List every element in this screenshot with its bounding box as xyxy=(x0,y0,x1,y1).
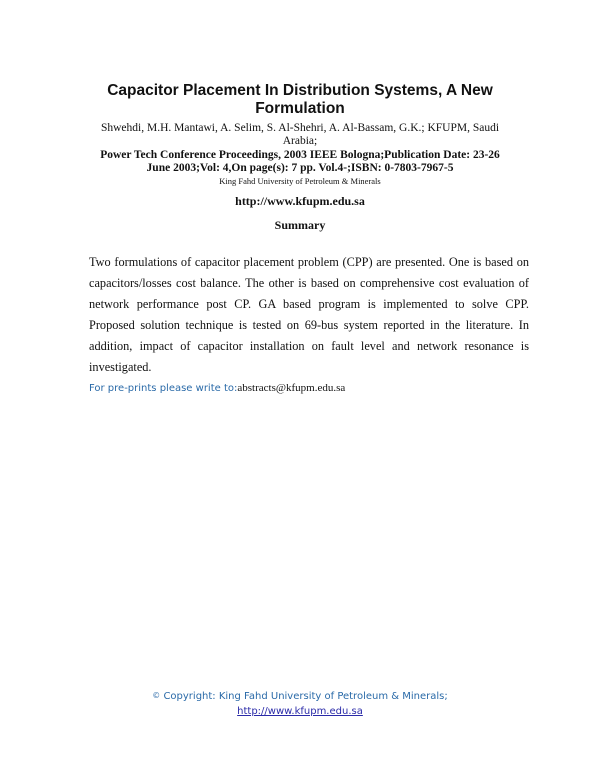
publication-info: Power Tech Conference Proceedings, 2003 IEEE Bologna;Publication Date: 23-26 June 2003;Vol: 4,On page(s): 7 pp. Vol.4-;ISBN: 0-7803-7967-5 xyxy=(100,149,500,174)
university-url: http://www.kfupm.edu.sa xyxy=(235,194,365,208)
preprint-email[interactable]: abstracts@kfupm.edu.sa xyxy=(237,382,346,394)
paper-authors: Shwehdi, M.H. Mantawi, A. Selim, S. Al-Shehri, A. Al-Bassam, G.K.; KFUPM, Saudi Arabia; xyxy=(100,122,500,147)
footer-copyright-text: Copyright: King Fahd University of Petroleum & Minerals; xyxy=(163,691,448,702)
preprint-request xyxy=(89,381,529,396)
university-name: King Fahd University of Petroleum & Minerals xyxy=(219,176,381,186)
abstract-text: Two formulations of capacitor placement problem (CPP) are presented. One is based on capacitors/losses cost balance. The other is based on comprehensive cost evaluation of network performance post CP. GA based program is implemented to solve CPP. Proposed solution technique is tested on 69-bus system reported in the literature. In addition, impact of capacitor installation on fault level and network resonance is investigated. xyxy=(89,255,529,374)
footer-link[interactable]: http://www.kfupm.edu.sa xyxy=(237,706,363,717)
footer xyxy=(120,688,480,719)
preprint-lead: For pre-prints please write to: xyxy=(89,383,238,394)
copyright-icon: © xyxy=(152,691,161,700)
summary-heading: Summary xyxy=(274,218,326,232)
footer-copyright-line xyxy=(120,688,480,704)
paper-title: Capacitor Placement In Distribution Systems, A New Formulation xyxy=(107,82,493,117)
